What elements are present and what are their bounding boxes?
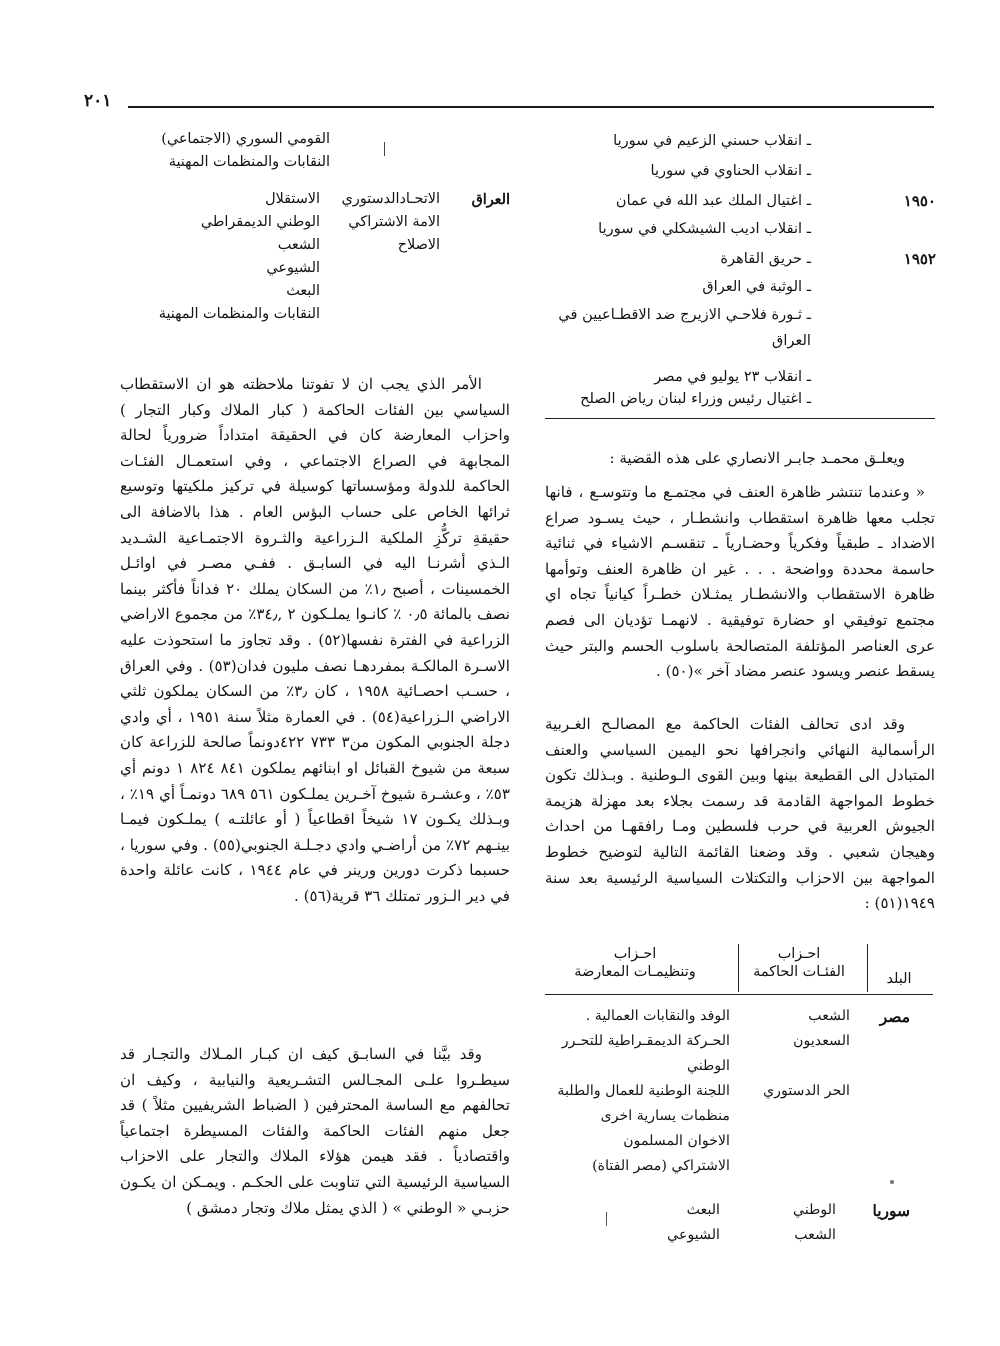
header-rule: [128, 106, 934, 108]
party-item: البعث: [286, 283, 320, 299]
table-syria-opposition: [600, 1198, 720, 1248]
chronology-year: ١٩٥٢: [903, 250, 936, 268]
party-item: الشيوعي: [266, 260, 320, 276]
iraq-country-label: العراق: [471, 191, 510, 208]
chronology-year: ١٩٥٠: [903, 192, 936, 210]
party-item: الاستقلال: [265, 191, 320, 207]
chronology-item: ـ اغتيال الملك عبد الله في عمان: [615, 192, 811, 209]
iraq-opposition-parties: [120, 188, 320, 326]
chronology-item: العراق: [772, 332, 811, 349]
table-column-rule: [738, 944, 739, 992]
table-cell: الوفد والنقابات العمالية .: [585, 1008, 730, 1024]
right-body-quote: « وعندما تنتشر ظاهرة العنف في مجتمـع ما وتتوسـع ، فانها تجلب معها ظاهرة استقطاب وانشطـار ، حيث يسـود صراع الاضداد ـ طبقياً وفكرياً وحضـارياً ـ تنقسـم الاشياء في ثنائية حاسمة محددة وواضحة . . . غير ان ظاهرة العنف وتوأمها ظاهرة الاستقطاب والانشطـار يمثـلان خطـراً كيانياً تجاه اي مجتمع توفيقي او حضارة توفيقية . لانهمـا تؤديان الى فصم عرى العناصر المؤتلفة المتصالحة باسلوب الحسم والبتر حيث يسقط عنصر ويسود عنصر مضاد آخر »(٥٠) .: [545, 483, 935, 681]
chronology-item: ـ اغتيال رئيس وزراء لبنان رياض الصلح: [580, 390, 811, 407]
chronology-rule: [545, 418, 935, 419]
chronology-item: ـ حريق القاهرة: [720, 250, 811, 267]
party-item: القومي السوري (الاجتماعي): [161, 131, 330, 147]
table-cell: البعث: [686, 1202, 720, 1218]
table-cell: الشعب: [808, 1008, 850, 1024]
table-cell: الشيوعي: [667, 1227, 720, 1243]
table-cell: الشعب: [794, 1227, 836, 1243]
table-column-rule: [867, 944, 868, 992]
table-cell: الاخوان المسلمون: [623, 1133, 730, 1149]
table-cell: الحر الدستوري: [763, 1083, 850, 1099]
syria-parties-continued: [120, 128, 330, 174]
chronology-item: ـ انقلاب الحناوي في سوريا: [650, 162, 811, 179]
table-header-ruling: احـزاب الفئـات الحاكمة: [753, 946, 845, 980]
table-cell: الحـركة الديمقـراطية للتحـرر: [561, 1033, 730, 1049]
table-cell: السعديون: [793, 1033, 850, 1049]
left-body-paragraph-2: وقد بيَّنا في السابـق كيف ان كبـار المـلاك والتجـار قد سيطـروا علـى المجـالس التشـريعية والنيابية ، وكيف ان تحالفهم مع الساسة المحترفين ( الضباط الشريفيين مثلاً ) قد جعل منهم الفئات الحاكمة والفئات المسيطرة اجتماعياً واقتصادياً . فقد هيمن هؤلاء الملاك والتجار على الاحزاب السياسية الرئيسية التي تناوبت على الحكـم . ويمـكن ان يكـون حزبـي « الوطني » ( الذي يمثل ملاك وتجار دمشق ): [120, 1045, 510, 1217]
table-cell: الوطني: [687, 1058, 730, 1074]
party-item: النقابات والمنظمات المهنية: [158, 306, 320, 322]
iraq-ruling-parties: [322, 188, 440, 257]
table-syria-ruling: [740, 1198, 836, 1248]
table-cell: الاشتراكي (مصر الفتاة): [592, 1158, 730, 1174]
chronology-item: ـ ثـورة فلاحـي الازيرج ضد الاقطـاعيين في: [558, 306, 811, 323]
table-egypt-opposition: [545, 1004, 730, 1179]
party-item: النقابات والمنظمات المهنية: [168, 154, 330, 170]
table-cell: اللجنة الوطنية للعمال والطلبة: [557, 1083, 730, 1099]
table-mark: [890, 1180, 894, 1184]
party-item: الوطني الديمقراطي: [200, 214, 320, 230]
table-country-syria: سوريا: [872, 1201, 910, 1220]
table-cell: منظمات يسارية اخرى: [600, 1108, 730, 1124]
chronology-item: ـ انقلاب ٢٣ يوليو في مصر: [654, 368, 811, 385]
party-item: الامة الاشتراكي: [348, 214, 440, 230]
chronology-item: ـ انقلاب اديب الشيشكلي في سوريا: [598, 220, 811, 237]
party-item: الشعب: [277, 237, 320, 253]
page-number: ٢٠١: [84, 91, 112, 111]
table-country-egypt: مصر: [879, 1007, 910, 1026]
right-body-paragraph: وقد ادى تحالف الفئات الحاكمة مع المصالـح الغـربية الرأسمالية النهائي وانجرافها نحو اليمين السياسي والعنف المتبادل الى القطيعة بينها وبين القوى الـوطنية . وبـذلك تكون خطوط المواجهة القادمة قد رسمت بجلاء بعد مهزلة هزيمة الجيوش العربية في حرب فلسطين ومـا رافقهـا من احداث وهيجان شعبي . وقد وضعنا القائمة التالية لتوضيح خطوط المواجهة بين الاحزاب والتكتلات السياسية الرئيسية بعد سنة ١٩٤٩(٥١) :: [545, 715, 935, 913]
table-egypt-ruling: [740, 1004, 850, 1104]
table-header-rule: [545, 994, 933, 995]
party-item: الاتحـادالدستوري: [341, 191, 440, 207]
party-item: الاصلاح: [397, 237, 440, 253]
chronology-item: ـ انقلاب حسني الزعيم في سوريا: [613, 132, 811, 149]
syria-party-mark: [384, 142, 385, 156]
table-cell: الوطني: [793, 1202, 836, 1218]
table-cell: [740, 1054, 850, 1079]
chronology-item: ـ الوثبة في العراق: [702, 278, 811, 295]
table-mark: [606, 1212, 607, 1226]
table-header-country: البلد: [886, 971, 912, 987]
right-body-intro: ويعلـق محمـد جابـر الانصاري على هذه القضية :: [609, 449, 905, 467]
left-body-paragraph-1: الأمر الذي يجب ان لا تفوتنا ملاحظته هو ان الاستقطاب السياسي بين الفئات الحاكمة ( كبار الملاك وكبار التجار ) واحزاب المعارضة كان في الحقيقة امتداداً ضرورياً لحالة المجابهة في الصراع الاجتماعي ، وفي استعمـال الفئـات الحاكمة للدولة ومؤسساتها كوسيلة في تركيز ملكيتها وتوسيع ثرائها الخاص على حساب البؤس العام . هذا بالاضافة الى حقيقةِ تركُّزِ الملكية الـزراعية والثـروة الاجتمـاعية الشـديد الـذي أشرنـا اليه في السابـق . ففـي مصـر في اوائـل الخمسينات ، أصبح ١٫٪ من السكان يملك ٢٠ فداناً فأكثر بينما نصف بالمائة ٠٫٥ ٪ كانـوا يملـكون ٢ ,٣٤٫٪ من مجموع الاراضي الزراعية في الفترة نفسها(٥٢) . وقد تجاوز ما استحوذت عليه الاسـرة المالكـة بمفردهـا نصف مليون فدان(٥٣) . وفي العراق ، حسـب احصـائية ١٩٥٨ ، كان ٣٫٪ من السكان يملكون ثلثي الاراضي الـزراعية(٥٤) . في العمارة مثلاً سنة ١٩٥١ ، أي وادي دجلة الجنوبي المكون من٣ ٧٣٣ ٤٢٢دونماً صالحة للزراعة كان سبعة من شيوخ القبائل او ابنائهم يملكون ٨٤١ ٨٢٤ ١ دونم أي ٥٣٪ ، وعشـرة شيوخ آخـرين يملـكون ٥٦١ ٦٨٩ دونمـاً أي ١٩٪ ، وبـذلك يكـون ١٧ شيخاً اقطاعياً ( أو عائلتـه ) يملـكون فيمـا بينـهم ٧٢٪ من أراضـي وادي دجـلـة الجنوبي(٥٥) . وفي سوريا ، حسبما ذكرت دورين ورينر في عام ١٩٤٤ ، كانت عائلة واحدة في دير الـزور تمتلك ٣٦ قرية(٥٦) .: [120, 375, 511, 905]
table-header-opposition: احـزاب وتنظيمـات المعارضة: [574, 946, 696, 980]
